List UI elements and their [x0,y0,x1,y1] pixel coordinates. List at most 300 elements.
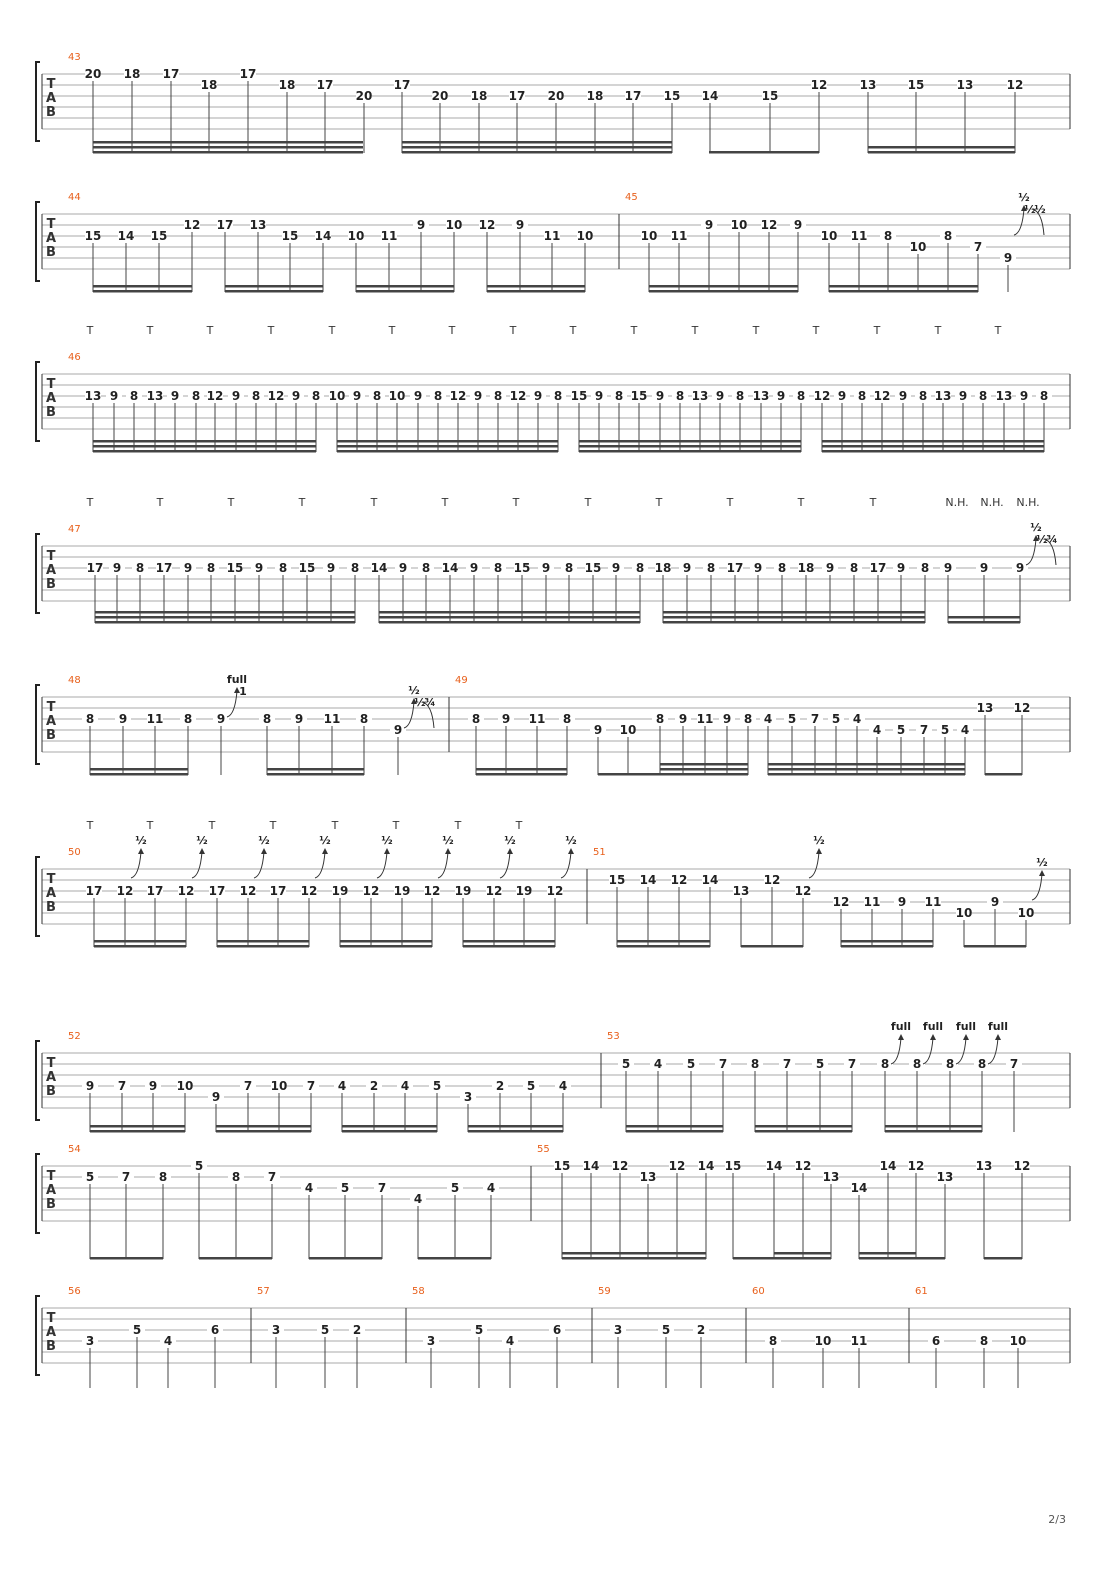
fret-number: 14 [879,1159,897,1173]
measure-number: 54 [68,1144,81,1155]
fret-number: 12 [1013,1159,1031,1173]
beam [859,1252,916,1255]
fret-number: 9 [216,712,226,726]
bend-amount: ½ [135,834,147,847]
fret-number: 9 [825,561,835,575]
fret-number: 8 [883,229,893,243]
beam [660,763,748,766]
fret-number: 4 [558,1079,568,1093]
fret-number: 12 [449,389,467,403]
fret-number: 14 [117,229,135,243]
fret-number: 12 [670,873,688,887]
bend-arrow [261,848,267,854]
fret-number: 5 [340,1181,350,1195]
fret-number: 12 [509,389,527,403]
technique-label: T [146,819,154,832]
fret-number: 3 [426,1334,436,1348]
fret-number: 2 [696,1323,706,1337]
fret-number: 13 [146,389,164,403]
fret-number: 8 [945,1057,955,1071]
beam [663,611,925,614]
system-bracket [36,857,40,936]
fret-number: 10 [955,906,973,920]
beam [829,285,978,288]
fret-number: 9 [594,389,604,403]
tab-clef-letter: A [45,1183,57,1198]
fret-number: 18 [278,78,296,92]
beam [649,285,798,288]
beam [90,768,188,771]
fret-number: 10 [576,229,594,243]
bend-arrow [384,848,390,854]
fret-number: 8 [135,561,145,575]
fret-number: 9 [943,561,953,575]
bend-amount: ½ [196,834,208,847]
tab-clef-letter: T [46,549,56,564]
bend-amount: ½ [408,684,420,697]
fret-number: 5 [194,1159,204,1173]
fret-number: 2 [495,1079,505,1093]
beam [626,1130,723,1133]
fret-number: 9 [1003,251,1013,265]
fret-number: 8 [262,712,272,726]
bend-amount: ½ [1036,856,1048,869]
beam [985,773,1022,776]
beam [841,945,933,948]
fret-number: 9 [837,389,847,403]
fret-number: 17 [508,89,526,103]
fret-number: 8 [85,712,95,726]
fret-number: 8 [880,1057,890,1071]
technique-label: T [812,324,820,337]
fret-number: 9 [898,389,908,403]
fret-number: 9 [398,561,408,575]
bend-curve [1032,874,1042,900]
bend-arrow [930,1034,936,1040]
fret-number: 9 [170,389,180,403]
fret-number: 17 [624,89,642,103]
fret-number: 10 [820,229,838,243]
measure-number: 55 [537,1144,550,1155]
fret-number: 11 [146,712,164,726]
beam [402,151,672,154]
bend-curve [500,852,510,878]
fret-number: 5 [432,1079,442,1093]
fret-number: 12 [611,1159,629,1173]
fret-number: 12 [760,218,778,232]
measure-number: 45 [625,192,638,203]
fret-number: 13 [859,78,877,92]
beam [562,1257,706,1260]
fret-number: 12 [206,389,224,403]
bend-arrow [963,1034,969,1040]
fret-number: 8 [129,389,139,403]
fret-number: 10 [1009,1334,1027,1348]
fret-number: 19 [331,884,349,898]
beam [822,445,1044,448]
bend-arrow [816,848,822,854]
fret-number: 19 [454,884,472,898]
beam [93,141,363,144]
technique-label: T [569,324,577,337]
fret-number: 8 [231,1170,241,1184]
tab-clef-letter: A [45,1325,57,1340]
beam [649,290,798,293]
system-bracket [36,534,40,613]
fret-number: 9 [958,389,968,403]
fret-number: 17 [208,884,226,898]
fret-number: 11 [670,229,688,243]
bend-release-amount: ½ [414,696,426,709]
technique-label: T [584,496,592,509]
fret-number: 4 [163,1334,173,1348]
fret-number: 9 [183,561,193,575]
fret-number: 9 [722,712,732,726]
fret-number: 20 [547,89,565,103]
technique-label: T [328,324,336,337]
measure-number: 56 [68,1286,81,1297]
system-bracket [36,685,40,764]
fret-number: 17 [393,78,411,92]
fret-number: 15 [663,89,681,103]
tab-system [36,819,1070,948]
fret-number: 8 [675,389,685,403]
fret-number: 7 [306,1079,316,1093]
fret-number: 17 [269,884,287,898]
tab-clef-letter: B [46,728,56,743]
fret-number: 12 [177,884,195,898]
fret-number: 4 [486,1181,496,1195]
beam [741,945,803,948]
fret-number: 10 [1017,906,1035,920]
fret-number: 9 [1015,561,1025,575]
beam [199,1257,272,1260]
tab-system [36,496,1070,624]
fret-number: 8 [493,389,503,403]
bend-curve [809,852,819,878]
fret-number: 11 [924,895,942,909]
fret-number: 8 [796,389,806,403]
fret-number: 4 [505,1334,515,1348]
beam [774,1252,831,1255]
fret-number: 9 [776,389,786,403]
fret-number: 5 [450,1181,460,1195]
fret-number: 9 [254,561,264,575]
fret-number: 5 [787,712,797,726]
fret-number: 9 [211,1090,221,1104]
fret-number: 14 [370,561,388,575]
fret-number: 9 [231,389,241,403]
beam [487,290,585,293]
fret-number: 8 [743,712,753,726]
beam [841,940,933,943]
technique-label: T [86,819,94,832]
fret-number: 9 [294,712,304,726]
technique-label: N.H. [1016,496,1040,509]
fret-number: 14 [850,1181,868,1195]
tab-clef-letter: T [46,872,56,887]
tab-system [36,673,1070,776]
fret-number: 12 [763,873,781,887]
fret-number: 9 [541,561,551,575]
fret-number: 5 [815,1057,825,1071]
tab-clef-letter: B [46,1339,56,1354]
fret-number: 10 [176,1079,194,1093]
fret-number: 8 [777,561,787,575]
fret-number: 8 [372,389,382,403]
beam [93,146,363,149]
fret-number: 9 [112,561,122,575]
technique-label: T [994,324,1002,337]
technique-label: T [370,496,378,509]
technique-label: T [630,324,638,337]
beam [379,621,640,624]
beam [579,450,801,453]
fret-number: 8 [471,712,481,726]
beam [768,768,965,771]
fret-number: 14 [701,89,719,103]
beam [216,1125,311,1128]
beam [948,616,1020,619]
tab-clef-letter: A [45,714,57,729]
beam [217,945,309,948]
fret-number: 12 [668,1159,686,1173]
fret-number: 8 [251,389,261,403]
tab-clef-letter: T [46,1056,56,1071]
bend-curve [1014,209,1024,235]
fret-number: 12 [485,884,503,898]
fret-number: 13 [732,884,750,898]
technique-label: T [655,496,663,509]
fret-number: 9 [1019,389,1029,403]
fret-number: 13 [956,78,974,92]
fret-number: 17 [239,67,257,81]
fret-number: 14 [441,561,459,575]
tab-clef-letter: T [46,700,56,715]
fret-number: 12 [300,884,318,898]
fret-number: 9 [416,218,426,232]
fret-number: 9 [655,389,665,403]
beam [90,1125,185,1128]
fret-number: 10 [328,389,346,403]
fret-number: 7 [718,1057,728,1071]
fret-number: 10 [347,229,365,243]
fret-number: 15 [584,561,602,575]
beam [463,945,555,948]
bend-amount: full [226,673,248,686]
fret-number: 8 [977,1057,987,1071]
technique-label: T [331,819,339,832]
technique-label: N.H. [980,496,1004,509]
beam [93,151,363,154]
fret-number: 8 [183,712,193,726]
fret-number: 20 [84,67,102,81]
fret-number: 10 [640,229,658,243]
beam [93,285,192,288]
fret-number: 13 [934,389,952,403]
bend-arrow [322,848,328,854]
fret-number: 14 [639,873,657,887]
fret-number: 12 [546,884,564,898]
fret-number: 8 [943,229,953,243]
fret-number: 8 [421,561,431,575]
technique-label: T [388,324,396,337]
fret-number: 12 [813,389,831,403]
beam [337,440,558,443]
fret-number: 8 [912,1057,922,1071]
beam [822,450,1044,453]
fret-number: 9 [990,895,1000,909]
tab-clef-letter: T [46,77,56,92]
beam [379,616,640,619]
beam [337,445,558,448]
beam [342,1130,437,1133]
bend-amount: full [955,1020,977,1033]
release-fraction: ¾ [1046,533,1058,546]
fret-number: 9 [593,723,603,737]
fret-number: 17 [162,67,180,81]
measure-number: 52 [68,1031,81,1042]
bend-curve [561,852,571,878]
system-bracket [36,202,40,281]
beam [964,945,1026,948]
fret-number: 8 [706,561,716,575]
beam [225,290,323,293]
beam [93,290,192,293]
fret-number: 8 [206,561,216,575]
beam [356,290,454,293]
beam [626,1125,723,1128]
fret-number: 8 [1039,389,1049,403]
fret-number: 11 [528,712,546,726]
beam [885,1125,982,1128]
beam [468,1130,563,1133]
bend-curve [315,852,325,878]
fret-number: 15 [150,229,168,243]
fret-number: 9 [148,1079,158,1093]
fret-number: 10 [388,389,406,403]
fret-number: 9 [469,561,479,575]
beam [487,285,585,288]
tab-clef-letter: B [46,405,56,420]
fret-number: 8 [433,389,443,403]
tab-system [36,1144,1070,1260]
fret-number: 4 [960,723,970,737]
fret-number: 15 [513,561,531,575]
beam [562,1252,706,1255]
beam [660,768,748,771]
system-bracket [36,1154,40,1233]
fret-number: 5 [526,1079,536,1093]
technique-label: T [934,324,942,337]
fret-number: 18 [654,561,672,575]
fret-number: 7 [973,240,983,254]
beam [885,1130,982,1133]
bend-curve [377,852,387,878]
fret-number: 10 [814,1334,832,1348]
fret-number: 8 [735,389,745,403]
technique-label: T [227,496,235,509]
fret-number: 10 [619,723,637,737]
fret-number: 9 [793,218,803,232]
fret-number: 8 [311,389,321,403]
bend-amount: ½ [381,834,393,847]
fret-number: 7 [377,1181,387,1195]
fret-number: 13 [639,1170,657,1184]
fret-number: 10 [445,218,463,232]
fret-number: 9 [682,561,692,575]
fret-number: 7 [847,1057,857,1071]
fret-number: 4 [337,1079,347,1093]
fret-number: 5 [661,1323,671,1337]
measure-number: 47 [68,524,81,535]
bend-release-amount: 1 [239,685,247,698]
fret-number: 5 [621,1057,631,1071]
bend-curve [438,852,448,878]
fret-number: 9 [753,561,763,575]
fret-number: 10 [730,218,748,232]
bend-arrow [898,1034,904,1040]
fret-number: 5 [132,1323,142,1337]
fret-number: 8 [359,712,369,726]
fret-number: 13 [822,1170,840,1184]
fret-number: 8 [979,1334,989,1348]
fret-number: 6 [210,1323,220,1337]
bend-amount: ½ [442,834,454,847]
beam [93,445,316,448]
fret-number: 18 [586,89,604,103]
fret-number: 15 [84,229,102,243]
fret-number: 9 [897,895,907,909]
tab-clef-letter: T [46,1169,56,1184]
fret-number: 5 [831,712,841,726]
measure-number: 59 [598,1286,611,1297]
technique-label: T [206,324,214,337]
fret-number: 17 [726,561,744,575]
fret-number: 12 [362,884,380,898]
fret-number: 10 [909,240,927,254]
bend-curve [254,852,264,878]
fret-number: 13 [995,389,1013,403]
bend-amount: ½ [813,834,825,847]
beam [93,450,316,453]
fret-number: 11 [323,712,341,726]
fret-number: 10 [270,1079,288,1093]
fret-number: 4 [852,712,862,726]
bend-amount: full [890,1020,912,1033]
tab-clef-letter: A [45,231,57,246]
technique-label: T [86,496,94,509]
tab-clef-letter: B [46,245,56,260]
beam [418,1257,491,1260]
fret-number: 17 [146,884,164,898]
technique-label: T [392,819,400,832]
fret-number: 15 [226,561,244,575]
bend-curve [131,852,141,878]
bend-amount: ½ [1030,521,1042,534]
fret-number: 7 [1009,1057,1019,1071]
fret-number: 5 [85,1170,95,1184]
bend-amount: ½ [565,834,577,847]
release-fraction: ½ [1034,203,1046,216]
measure-number: 60 [752,1286,765,1297]
fret-number: 9 [533,389,543,403]
beam [95,616,355,619]
beam [868,151,1015,154]
fret-number: 12 [794,884,812,898]
system-bracket [36,362,40,441]
tab-system [36,1020,1070,1133]
